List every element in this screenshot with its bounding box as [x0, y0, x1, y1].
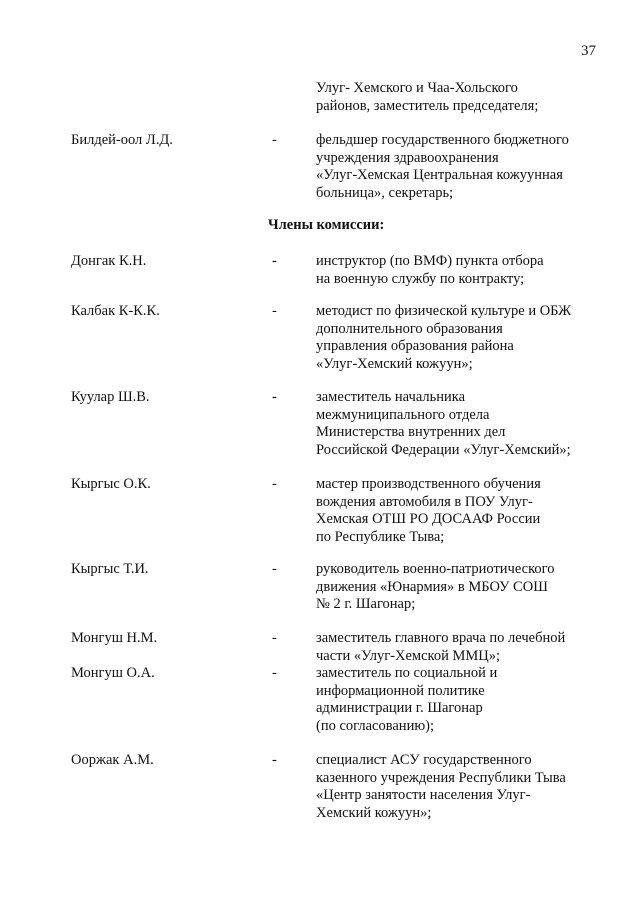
member-line: заместитель начальника	[316, 389, 466, 405]
member-line: заместитель главного врача по лечебной	[316, 630, 566, 646]
secretary-line: учреждения здравоохранения	[316, 149, 499, 166]
member-line: движения «Юнармия» в МБОУ СОШ	[316, 578, 548, 595]
member-description	[316, 752, 566, 822]
member-line: (по согласованию);	[316, 717, 435, 734]
member-line: заместитель по социальной и	[316, 665, 498, 681]
member-line: специалист АСУ государственного	[316, 752, 532, 768]
secretary-dash: -	[272, 132, 277, 148]
member-line: методист по физической культуре и ОБЖ	[316, 303, 572, 319]
member-description	[316, 630, 565, 665]
secretary-line: «Улуг-Хемская Центральная кожуунная	[316, 167, 563, 183]
member-line: на военную службу по контракту;	[316, 270, 525, 287]
member-line: межмуниципального отдела	[316, 406, 490, 423]
member-name: Монгуш Н.М.	[71, 630, 158, 646]
member-description	[316, 253, 544, 288]
member-line: «Улуг-Хемский кожуун»;	[316, 355, 473, 372]
intro-block	[316, 80, 538, 115]
member-dash: -	[272, 389, 277, 405]
member-name: Донгак К.Н.	[71, 253, 147, 269]
member-line: части «Улуг-Хемской ММЦ»;	[316, 647, 501, 664]
member-line: управления образования района	[316, 338, 514, 354]
member-description	[316, 561, 554, 614]
member-line: мастер производственного обучения	[316, 476, 541, 492]
member-description	[316, 476, 541, 546]
member-dash: -	[272, 752, 277, 768]
member-name: Кыргыс Т.И.	[71, 561, 149, 577]
secretary-line: больница», секретарь;	[316, 184, 454, 201]
member-line: «Центр занятости населения Улуг-	[316, 787, 531, 803]
member-description	[316, 665, 497, 735]
page-number: 37	[581, 43, 596, 59]
member-line: вождения автомобиля в ПОУ Улуг-	[316, 493, 533, 510]
intro-line: Улуг- Хемского и Чаа-Хольского	[316, 80, 518, 96]
member-name: Ооржак А.М.	[71, 752, 154, 768]
member-line: Российской Федерации «Улуг-Хемский»;	[316, 441, 571, 458]
member-dash: -	[272, 561, 277, 577]
member-line: Министерства внутренних дел	[316, 424, 506, 440]
member-line: № 2 г. Шагонар;	[316, 596, 416, 612]
intro-line: районов, заместитель председателя;	[316, 97, 539, 114]
member-line: Хемская ОТШ РО ДОСААФ России	[316, 511, 541, 527]
member-dash: -	[272, 665, 277, 681]
member-line: по Республике Тыва;	[316, 528, 445, 545]
member-line: администрации г. Шагонар	[316, 700, 483, 716]
secretary-line: фельдшер государственного бюджетного	[316, 132, 569, 148]
member-line: информационной политике	[316, 682, 485, 699]
member-description	[316, 303, 571, 373]
secretary-description	[316, 132, 569, 202]
member-name: Куулар Ш.В.	[71, 389, 150, 405]
member-dash: -	[272, 303, 277, 319]
secretary-name: Билдей-оол Л.Д.	[71, 132, 173, 148]
member-name: Монгуш О.А.	[71, 665, 155, 681]
member-line: инструктор (по ВМФ) пункта отбора	[316, 253, 544, 269]
member-line: дополнительного образования	[316, 320, 503, 337]
member-description	[316, 389, 571, 459]
member-line: руководитель военно-патриотического	[316, 561, 555, 577]
members-heading: Члены комиссии:	[268, 217, 385, 233]
member-dash: -	[272, 476, 277, 492]
member-line: казенного учреждения Республики Тыва	[316, 769, 566, 786]
member-dash: -	[272, 630, 277, 646]
member-name: Кыргыс О.К.	[71, 476, 151, 492]
member-name: Калбак К-К.К.	[71, 303, 160, 319]
member-dash: -	[272, 253, 277, 269]
member-line: Хемский кожуун»;	[316, 804, 432, 821]
